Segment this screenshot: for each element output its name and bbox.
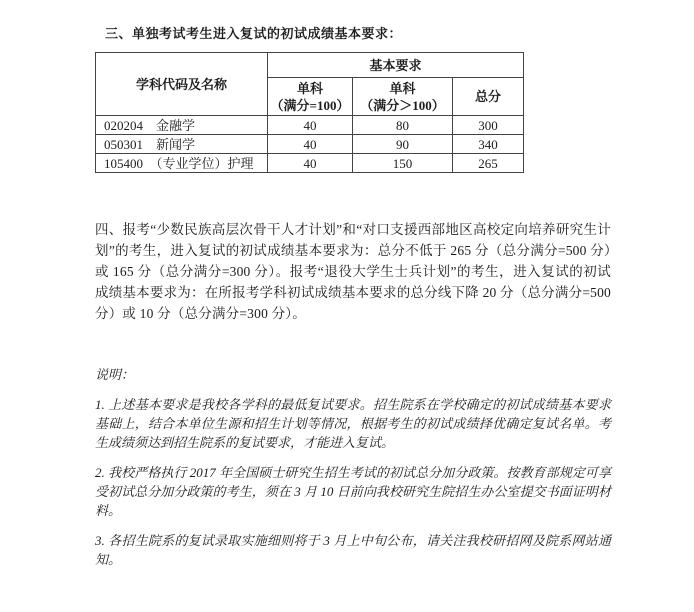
single-over-100-cell: 90 (353, 135, 453, 154)
column-header-total: 总分 (453, 78, 524, 116)
single-100-cell: 40 (268, 154, 353, 173)
column-header-single-over-100-line2: （满分＞100） (360, 97, 445, 113)
column-header-single-100-line1: 单科 (296, 80, 323, 96)
single-over-100-cell: 80 (353, 116, 453, 135)
single-100-cell: 40 (268, 116, 353, 135)
column-header-basic-requirements: 基本要求 (268, 53, 524, 78)
subject-name-cell: 050301 新闻学 (96, 135, 268, 154)
total-score-cell: 340 (453, 135, 524, 154)
table-row (96, 135, 524, 154)
note-item-1: 1. 上述基本要求是我校各学科的最低复试要求。招生院系在学校确定的初试成绩基本要求基础上，结合本单位生源和招生计划等情况，根据考生的初试成绩择优确定复试名单。考生成绩须达到招生院系的复试要求，才能进入复试。 (95, 397, 611, 450)
subject-name-cell: 105400 （专业学位）护理 (96, 154, 268, 173)
section-four-paragraph: 四、报考“少数民族高层次骨干人才计划”和“对口支援西部地区高校定向培养研究生计划”的考生，进入复试的初试成绩基本要求为：总分不低于 265 分（总分满分=500 分）或 165 分（总分满分=300 分）。报考“退役大学生士兵计划”的考生，进入复试的初试成绩基本要求为：在所报考学科初试成绩基本要求的总分线下降 20 分（总分满分=500 分）或 10 分（总分满分=300 分）。 (95, 222, 611, 321)
column-header-subject: 学科代码及名称 (96, 53, 268, 116)
notes-title: 说明： (95, 367, 135, 382)
column-header-single-over-100 (353, 78, 453, 116)
table-row (96, 154, 524, 173)
total-score-cell: 300 (453, 116, 524, 135)
subject-name-cell: 020204 金融学 (96, 116, 268, 135)
table-header-row-1 (96, 53, 524, 78)
column-header-single-100-line2: （满分=100） (270, 97, 350, 113)
column-header-single-over-100-line1: 单科 (389, 80, 416, 96)
table-row (96, 116, 524, 135)
single-100-cell: 40 (268, 135, 353, 154)
single-over-100-cell: 150 (353, 154, 453, 173)
section-three-heading: 三、单独考试考生进入复试的初试成绩基本要求： (105, 26, 403, 41)
total-score-cell: 265 (453, 154, 524, 173)
score-requirements-table (95, 52, 524, 173)
document-content (95, 25, 611, 569)
notes-section (95, 366, 611, 569)
note-item-2: 2. 我校严格执行 2017 年全国硕士研究生招生考试的初试总分加分政策。按教育部规定可享受初试总分加分政策的考生，须在 3 月 10 日前向我校研究生院招生办公室提交书面证明材料。 (95, 465, 611, 518)
column-header-single-100 (268, 78, 353, 116)
note-item-3: 3. 各招生院系的复试录取实施细则将于 3 月上中旬公布，请关注我校研招网及院系网站通知。 (95, 533, 611, 567)
